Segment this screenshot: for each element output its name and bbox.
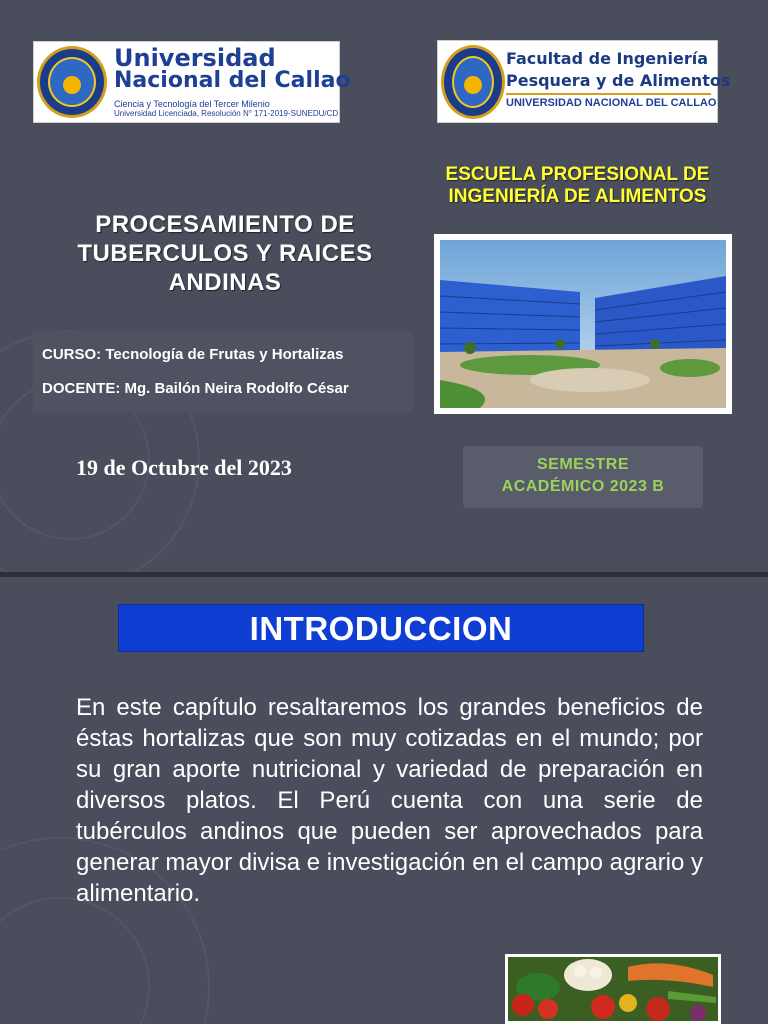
presentation-title [40, 210, 410, 297]
faculty-title-line1: Facultad de Ingeniería [506, 49, 709, 68]
course-info-box [33, 331, 413, 413]
title-line2: TUBERCULOS Y RAICES [77, 240, 373, 267]
vegetables-photo [505, 954, 721, 1024]
university-logo [33, 41, 351, 123]
presentation-date: 19 de Octubre del 2023 [76, 455, 292, 480]
title-line1: PROCESAMIENTO DE [95, 211, 355, 238]
introduction-slide [0, 577, 768, 1024]
faculty-title-line2: Pesquera y de Alimentos [506, 71, 731, 90]
campus-photo [434, 234, 732, 414]
school-line2: INGENIERÍA DE ALIMENTOS [448, 186, 707, 207]
course-name: CURSO: Tecnología de Frutas y Hortalizas [42, 346, 344, 363]
semester-line2: ACADÉMICO 2023 B [501, 478, 665, 495]
university-seal-icon [441, 45, 505, 119]
university-seal-icon [37, 46, 107, 118]
section-heading: INTRODUCCION [118, 604, 644, 652]
school-name [405, 164, 750, 208]
logo-subtitle-line2: Universidad Licenciada, Resolución N° 171-2019-SUNEDU/CD [114, 109, 339, 118]
semester-badge [463, 446, 703, 508]
faculty-logo [437, 40, 731, 123]
logo-title-line1: Universidad [114, 44, 276, 72]
semester-line1: SEMESTRE [536, 456, 629, 473]
teacher-name: DOCENTE: Mg. Bailón Neira Rodolfo César [42, 380, 349, 397]
logo-subtitle-line1: Ciencia y Tecnología del Tercer Milenio [114, 99, 270, 109]
faculty-subtitle: UNIVERSIDAD NACIONAL DEL CALLAO [506, 97, 717, 109]
title-line3: ANDINAS [168, 269, 282, 296]
school-line1: ESCUELA PROFESIONAL DE [445, 164, 710, 185]
logo-title-line2: Nacional del Callao [114, 68, 351, 93]
intro-paragraph: En este capítulo resaltaremos los grandes beneficios de éstas hortalizas que son muy cotizadas en el mundo; por su gran aporte nutricional y variedad de preparación en diversos platos. El Perú cuenta con una serie de tubérculos andinos que pueden ser aprovechados para generar mayor divisa e investigación en el campo agrario y alimentario. [76, 694, 703, 907]
